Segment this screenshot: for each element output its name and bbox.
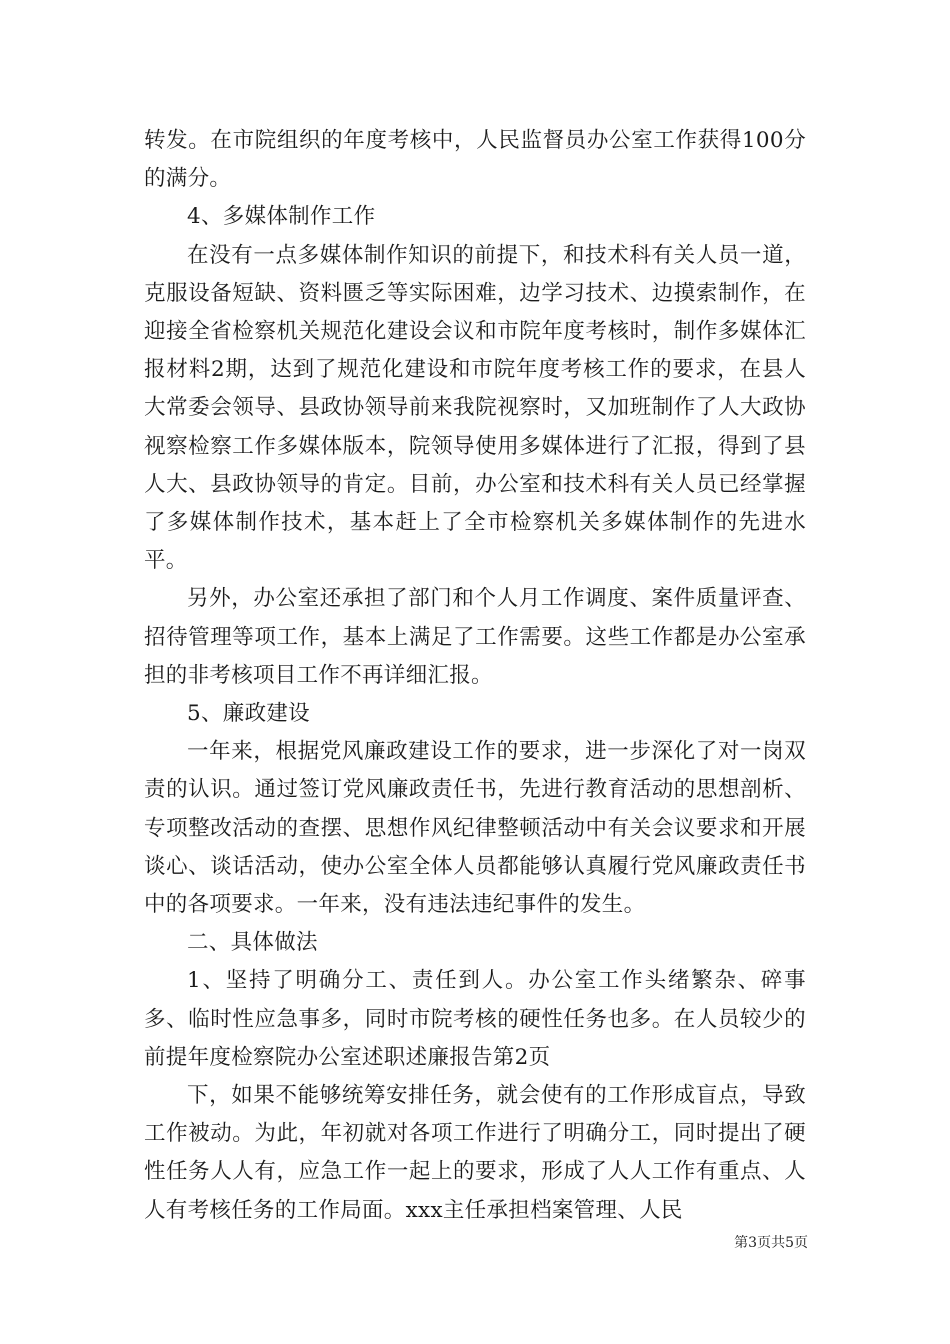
paragraph-division-continued: 下，如果不能够统筹安排任务，就会使有的工作形成盲点，导致工作被动。为此，年初就对各项工作进行了明确分工，同时提出了硬性任务人人有，应急工作一起上的要求，形成了人人工作有重点、人人有考核任务的工作局面。xxx主任承担档案管理、人民 [144,1083,806,1223]
section-heading-integrity: 5、廉政建设 [187,701,310,727]
page-number-footer: 第3页共5页 [734,1235,808,1251]
document-body [144,122,806,1230]
paragraph-other-work: 另外，办公室还承担了部门和个人月工作调度、案件质量评查、招待管理等项工作，基本上满足了工作需要。这些工作都是办公室承担的非考核项目工作不再详细汇报。 [144,586,806,688]
section-heading-methods: 二、具体做法 [187,930,318,956]
paragraph-multimedia: 在没有一点多媒体制作知识的前提下，和技术科有关人员一道，克服设备短缺、资料匮乏等实际困难，边学习技术、边摸索制作，在迎接全省检察机关规范化建设会议和市院年度考核时，制作多媒体汇报材料2期，达到了规范化建设和市院年度考核工作的要求，在县人大常委会领导、县政协领导前来我院视察时，又加班制作了人大政协视察检察工作多媒体版本，院领导使用多媒体进行了汇报，得到了县人大、县政协领导的肯定。目前，办公室和技术科有关人员已经掌握了多媒体制作技术，基本赶上了全市检察机关多媒体制作的先进水平。 [144,242,806,574]
paragraph-division-of-labor: 1、坚持了明确分工、责任到人。办公室工作头绪繁杂、碎事多、临时性应急事多，同时市院考核的硬性任务也多。在人员较少的前提年度检察院办公室述职述廉报告第2页 [144,968,806,1070]
section-heading-multimedia: 4、多媒体制作工作 [187,204,376,230]
paragraph-continuation: 转发。在市院组织的年度考核中，人民监督员办公室工作获得100分的满分。 [144,128,806,192]
paragraph-integrity: 一年来，根据党风廉政建设工作的要求，进一步深化了对一岗双责的认识。通过签订党风廉政责任书，先进行教育活动的思想剖析、专项整改活动的查摆、思想作风纪律整顿活动中有关会议要求和开展谈心、谈话活动，使办公室全体人员都能够认真履行党风廉政责任书中的各项要求。一年来，没有违法违纪事件的发生。 [144,739,806,918]
